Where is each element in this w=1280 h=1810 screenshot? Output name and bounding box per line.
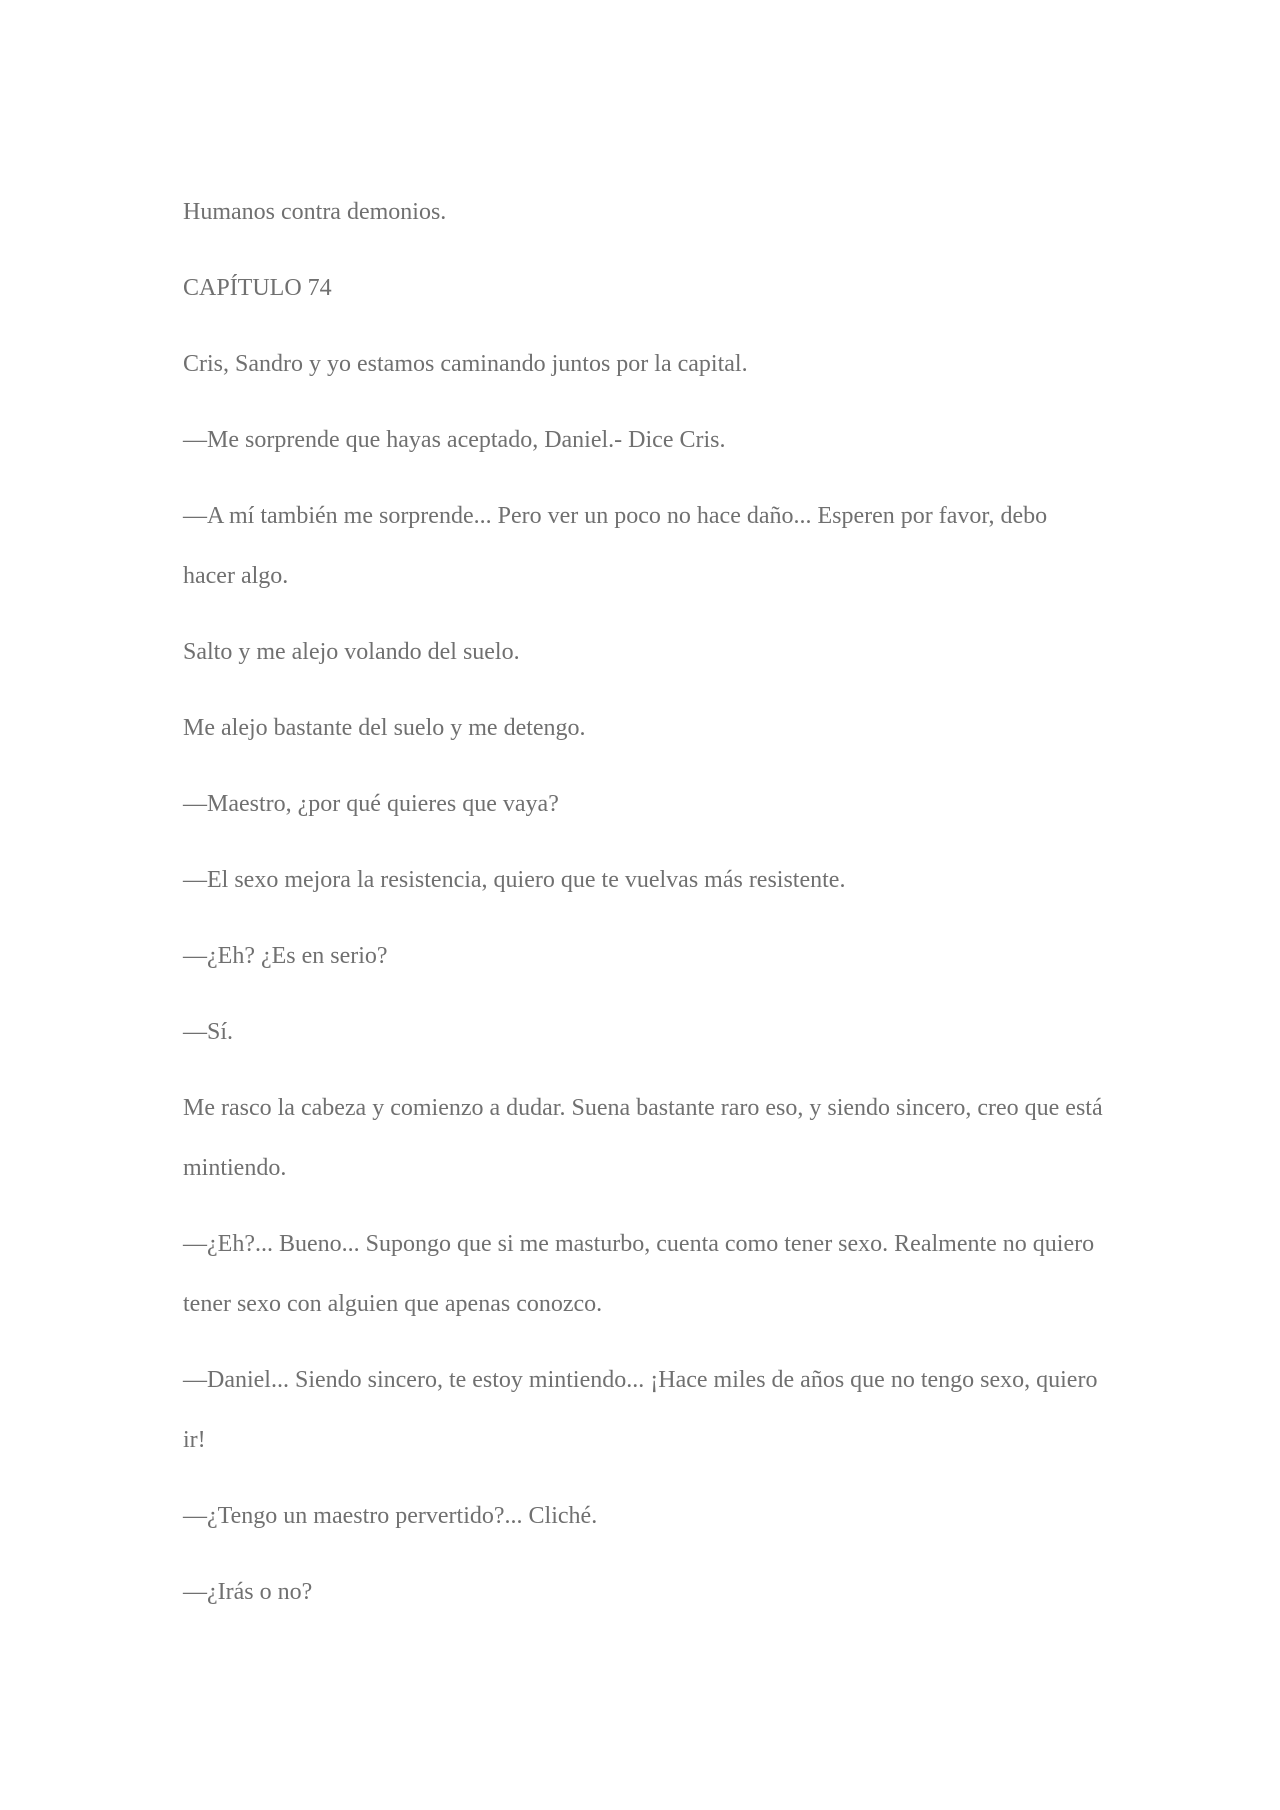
chapter-heading: CAPÍTULO 74 [183,275,332,301]
paragraph: —Daniel... Siendo sincero, te estoy mintiendo... ¡Hace miles de años que no tengo sexo, quiero ir! [183,1367,1098,1453]
paragraph: Salto y me alejo volando del suelo. [183,639,520,665]
book-title: Humanos contra demonios. [183,199,447,225]
document-body [183,182,1103,1638]
paragraph: —Me sorprende que hayas aceptado, Daniel.- Dice Cris. [183,427,726,453]
paragraph: —El sexo mejora la resistencia, quiero que te vuelvas más resistente. [183,867,846,893]
paragraph: —¿Eh?... Bueno... Supongo que si me masturbo, cuenta como tener sexo. Realmente no quiero tener sexo con alguien que apenas conozco. [183,1231,1095,1317]
paragraph: —¿Irás o no? [183,1579,313,1605]
paragraph: —¿Tengo un maestro pervertido?... Cliché. [183,1503,598,1529]
paragraph: —¿Eh? ¿Es en serio? [183,943,388,969]
paragraph: —Sí. [183,1019,234,1045]
paragraph: Me alejo bastante del suelo y me detengo. [183,715,586,741]
paragraph: Cris, Sandro y yo estamos caminando juntos por la capital. [183,351,748,377]
paragraph: Me rasco la cabeza y comienzo a dudar. Suena bastante raro eso, y siendo sincero, creo que está mintiendo. [183,1095,1103,1181]
paragraph: —A mí también me sorprende... Pero ver un poco no hace daño... Esperen por favor, debo hacer algo. [183,503,1048,589]
paragraph: —Maestro, ¿por qué quieres que vaya? [183,791,559,817]
